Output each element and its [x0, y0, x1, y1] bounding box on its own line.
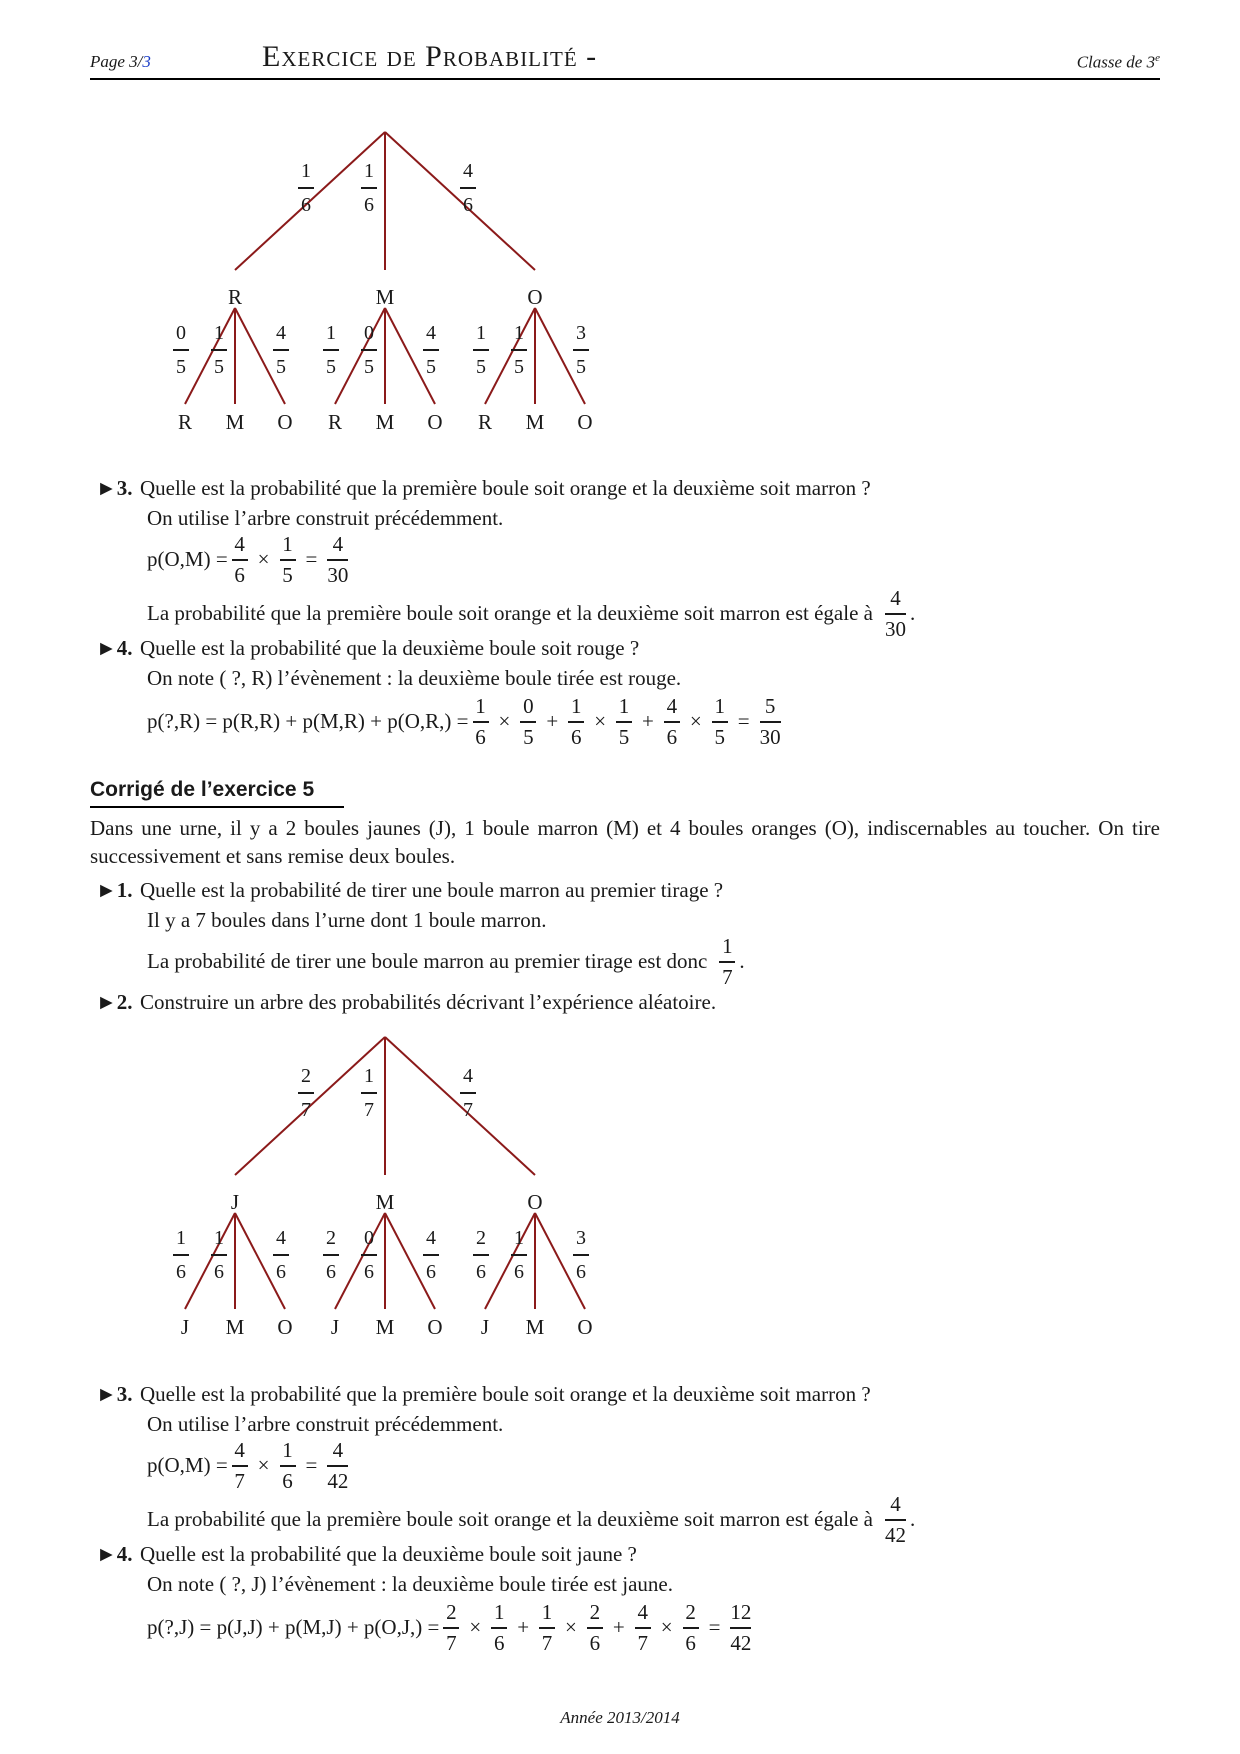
question-3a	[96, 476, 871, 501]
tree-leaf: O	[427, 410, 443, 434]
fraction: 1 5	[616, 694, 632, 750]
tree-branch	[185, 1213, 235, 1309]
tree-node: R	[227, 285, 242, 309]
branch-probability: 1 6	[211, 1225, 227, 1285]
question-2	[96, 990, 716, 1015]
tree-leaf: J	[480, 1315, 490, 1339]
branch-probability: 1 6	[511, 1225, 527, 1285]
branch-probability: 4 6	[423, 1225, 439, 1285]
probability-tree-2	[90, 1025, 690, 1365]
question-text: Quelle est la probabilité de tirer une boule marron au premier tirage ?	[140, 878, 724, 902]
question-marker: ►4.	[96, 636, 133, 660]
fraction: 4 42	[327, 1438, 349, 1493]
branch-probability: 4 5	[423, 320, 439, 380]
page-total-link[interactable]: 3	[142, 52, 151, 71]
tree-leaf: O	[427, 1315, 443, 1339]
fraction: 5 30	[759, 694, 781, 749]
tree-node: M	[375, 1190, 395, 1214]
fraction: 4 7	[232, 1438, 248, 1494]
page-number	[90, 52, 151, 72]
q4b-equation: p(?,J) = p(J,J) + p(M,J) + p(O,J,) = 2 7 × 1 6 + 1 7 × 2 6 + 4 7 × 2 6 = 12 42	[147, 1600, 752, 1655]
fraction: 1 6	[473, 694, 489, 750]
q1-conclusion: La probabilité de tirer une boule marron au premier tirage est donc 1 7 .	[147, 934, 745, 989]
q3a-conclusion: La probabilité que la première boule soit orange et la deuxième soit marron est égale à 4 30 .	[147, 586, 916, 641]
question-marker: ►3.	[96, 476, 133, 500]
branch-probability: 1 5	[511, 320, 527, 380]
page-label: Page 3/	[90, 52, 143, 71]
tree-branch	[485, 308, 535, 404]
question-1	[96, 878, 723, 903]
tree-leaf: J	[330, 1315, 340, 1339]
branch-probability: 0 5	[361, 320, 377, 380]
q3b-line: On utilise l’arbre construit précédemment.	[147, 1412, 504, 1436]
tree-leaf: O	[577, 1315, 593, 1339]
tree-leaf: M	[375, 410, 395, 434]
probability-tree-1	[90, 120, 690, 460]
branch-probability: 2 6	[473, 1225, 489, 1285]
branch-probability: 4 6	[460, 158, 476, 218]
tree-leaf: R	[477, 410, 492, 434]
tree-leaf: O	[577, 410, 593, 434]
tree-branch	[485, 1213, 535, 1309]
branch-probability: 2 6	[323, 1225, 339, 1285]
tree-leaf: M	[225, 1315, 245, 1339]
fraction: 1 7	[719, 934, 735, 990]
q3a-equation: p(O,M) = 4 6 × 1 5 = 4 30	[147, 532, 349, 587]
tree-branch	[185, 308, 235, 404]
class-label	[1077, 52, 1160, 73]
conclusion-text: La probabilité de tirer une boule marron au premier tirage est donc	[147, 949, 708, 974]
question-4b	[96, 1542, 637, 1567]
question-text: Quelle est la probabilité que la deuxième boule soit jaune ?	[140, 1542, 637, 1566]
question-text: Construire un arbre des probabilités décrivant l’expérience aléatoire.	[140, 990, 717, 1014]
q4b-line: On note ( ?, J) l’évènement : la deuxième boule tirée est jaune.	[147, 1572, 673, 1596]
conclusion-text: La probabilité que la première boule soit orange et la deuxième soit marron est égale à	[147, 601, 873, 626]
branch-probability: 1 5	[323, 320, 339, 380]
page-title: Exercice de Probabilité -	[262, 40, 598, 73]
tree-leaf: O	[277, 410, 293, 434]
branch-probability: 2 7	[298, 1063, 314, 1123]
branch-probability: 1 5	[211, 320, 227, 380]
fraction: 4 42	[884, 1492, 906, 1547]
tree-leaf: R	[327, 410, 342, 434]
question-marker: ►4.	[96, 1542, 133, 1566]
fraction: 1 6	[280, 1438, 296, 1494]
tree-node: M	[375, 285, 395, 309]
branch-probability: 3 5	[573, 320, 589, 380]
branch-probability: 0 5	[173, 320, 189, 380]
footer-year: Année 2013/2014	[560, 1708, 680, 1727]
q4a-line: On note ( ?, R) l’évènement : la deuxième boule tirée est rouge.	[147, 666, 682, 690]
tree-leaf: O	[277, 1315, 293, 1339]
branch-probability: 4 6	[273, 1225, 289, 1285]
fraction: 1 6	[491, 1600, 507, 1656]
q3b-equation: p(O,M) = 4 7 × 1 6 = 4 42	[147, 1438, 349, 1493]
tree-leaf: M	[225, 410, 245, 434]
question-4a	[96, 636, 639, 661]
question-marker: ►1.	[96, 878, 133, 902]
tree-leaf: M	[375, 1315, 395, 1339]
branch-probability: 1 5	[473, 320, 489, 380]
tree-node: J	[230, 1190, 240, 1214]
fraction: 4 7	[635, 1600, 651, 1656]
section-underline	[90, 806, 344, 808]
q4a-equation: p(?,R) = p(R,R) + p(M,R) + p(O,R,) = 1 6 × 0 5 + 1 6 × 1 5 + 4 6 × 1 5 = 5 30	[147, 694, 781, 749]
fraction: 2 7	[443, 1600, 459, 1656]
branch-probability: 1 6	[173, 1225, 189, 1285]
branch-probability: 0 6	[361, 1225, 377, 1285]
fraction: 4 30	[884, 586, 906, 641]
fraction: 4 30	[327, 532, 349, 587]
equation-lhs: p(?,R) = p(R,R) + p(M,R) + p(O,R,) =	[147, 709, 469, 734]
conclusion-text: La probabilité que la première boule soit orange et la deuxième soit marron est égale à	[147, 1507, 873, 1532]
fraction: 0 5	[520, 694, 536, 750]
tree-node: O	[527, 1190, 543, 1214]
branch-probability: 1 6	[361, 158, 377, 218]
fraction: 1 6	[568, 694, 584, 750]
intro-paragraph: Dans une urne, il y a 2 boules jaunes (J), 1 boule marron (M) et 4 boules oranges (O), indiscernables au toucher. On tire successivement et sans remise deux boules.	[90, 816, 1160, 868]
fraction: 1 5	[712, 694, 728, 750]
q3b-conclusion: La probabilité que la première boule soit orange et la deuxième soit marron est égale à 4 42 .	[147, 1492, 916, 1547]
header-rule	[90, 78, 1160, 80]
q3a-line: On utilise l’arbre construit précédemment.	[147, 506, 504, 530]
branch-probability: 4 5	[273, 320, 289, 380]
tree-branch	[335, 308, 385, 404]
question-marker: ►3.	[96, 1382, 133, 1406]
branch-probability: 1 7	[361, 1063, 377, 1123]
equation-lhs: p(?,J) = p(J,J) + p(M,J) + p(O,J,) =	[147, 1615, 440, 1640]
question-marker: ►2.	[96, 990, 133, 1014]
fraction: 4 6	[664, 694, 680, 750]
branch-probability: 4 7	[460, 1063, 476, 1123]
class-text: Classe de 3	[1076, 52, 1156, 72]
equation-lhs: p(O,M) =	[147, 1453, 228, 1478]
question-text: Quelle est la probabilité que la première boule soit orange et la deuxième soit marron ?	[140, 1382, 871, 1406]
question-text: Quelle est la probabilité que la première boule soit orange et la deuxième soit marron ?	[140, 476, 871, 500]
fraction: 1 7	[539, 1600, 555, 1656]
tree-leaf: M	[525, 410, 545, 434]
equation-lhs: p(O,M) =	[147, 547, 228, 572]
tree-leaf: J	[180, 1315, 190, 1339]
branch-probability: 3 6	[573, 1225, 589, 1285]
class-sup: e	[1155, 52, 1160, 64]
tree-leaf: M	[525, 1315, 545, 1339]
tree-node: O	[527, 285, 543, 309]
fraction: 2 6	[587, 1600, 603, 1656]
fraction: 2 6	[683, 1600, 699, 1656]
q1-line: Il y a 7 boules dans l’urne dont 1 boule marron.	[147, 908, 547, 932]
fraction: 4 6	[232, 532, 248, 588]
question-3b	[96, 1382, 871, 1407]
branch-probability: 1 6	[298, 158, 314, 218]
tree-branch	[335, 1213, 385, 1309]
fraction: 12 42	[730, 1600, 752, 1655]
fraction: 1 5	[280, 532, 296, 588]
tree-leaf: R	[177, 410, 192, 434]
section-title: Corrigé de l’exercice 5	[90, 778, 315, 801]
question-text: Quelle est la probabilité que la deuxième boule soit rouge ?	[140, 636, 640, 660]
